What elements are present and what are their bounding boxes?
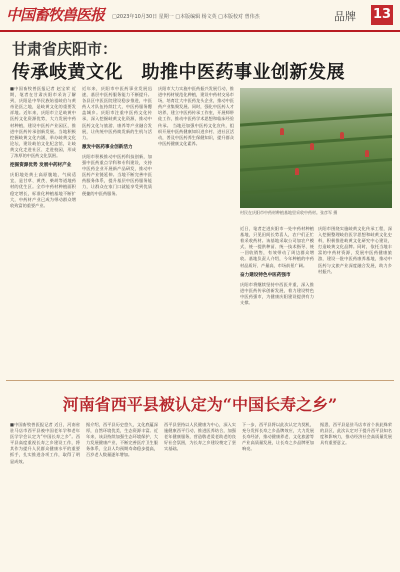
body-text: ■中国畜牧兽医报记者 近日，河南省驻马店市西平县被中国老年学和老年医学学会认定为“中国长寿之乡”。西平县高度重视长寿之乡建设工作，将其作为提升人民群众健康水平的重要抓手，扎实推进各项工作，取得了明显成效。 [10, 422, 80, 464]
body-text: 庆阳市围绕实施岐黄文化传承工程，深入挖掘整理岐伯医学思想和岐黄文化史料，积极推进岐黄文化研究中心建设，打造岐黄文化品牌。同时，依托当地丰富的中药材资源，发展中医药健康旅游，建设一批中医药康养基地，推动中医药与文旅产业深度融合发展，助力乡村振兴。 [318, 226, 392, 274]
body-text: 庆阳市大力实施中医药振兴发展行动，推进中药材规范化种植，建设中药材交易市场，培育壮大中医药龙头企业，推动中医药产业集聚发展。同时，强化中医药人才培养，建立中医药传承工作室，开展师带徒工作，推动中医药学术思想和临床经验传承。 [158, 86, 234, 128]
body-text: ■中国畜牧兽医报记者 赵宝荣 近期，笔者在甘肃庆阳市采访了解到，庆阳是中华民族始祖岐伯与黄帝论医之地，是岐黄文化的重要发祥地。近年来，庆阳市立足岐黄中医药文化资源优势，大力发展中药材种植，建设中医药产业园区，推进中医药传承创新发展。当地积极挖掘岐黄文化内涵，举办岐黄文化论坛，建设岐伯文化纪念馆，让岐黄文化走进社区、走进校园，形成了浓厚的中医药文化氛围。 [10, 86, 76, 159]
article1-column-3 [158, 86, 234, 376]
body-text: 下一步，西平县将以此次认定为契机，充分发挥长寿之乡品牌效应，大力发展长寿经济，推动健康养老、文化旅游等产业高质量发展，让长寿之乡品牌更加响亮。 [242, 422, 314, 452]
subheading: 挖掘资源优势 发展中药材产业 [10, 163, 72, 169]
article1-column-1 [10, 86, 76, 376]
article2-column-4 [242, 422, 314, 567]
body-text: 庆阳地处黄土高原腹地，气候适宜，是甘草、黄芪、柴胡等道地药材的优生区。全市中药材种植面积稳定增长，标准化种植基地不断扩大，中药材产业已成为带动群众增收致富的重要产业。 [10, 172, 76, 208]
body-text: 庆阳市积极推动中医药科技创新，加强中医药重点学科和专科建设，支持中医药企业开展新产品研发，推动中医药产业链延伸。当地不断完善中医药服务体系，提升基层中医药服务能力，让群众在家门口就能享受到优质便捷的中医药服务。 [82, 153, 152, 196]
body-text: 近日，笔者走进庆阳市一处中药材种植基地，只见田间长势喜人，农户们正忙着采收药材。该基地采取公司加农户模式，统一提供种苗、统一技术指导、统一回收销售，有效带动了周边群众增收。基地负责人介绍，今年种植的中药材品质好、产量高，市场前景广阔。 [240, 226, 314, 268]
article1-title-line2: 传承岐黄文化 助推中医药事业创新发展 [12, 62, 345, 83]
issue-info: □2023年10月30日 星期一 □本版编辑 杨文英 □本版校对 曾伟杰 [112, 14, 260, 20]
masthead [0, 0, 400, 32]
article1-column-2 [82, 86, 152, 376]
body-text: 近年来，庆阳市中医药事业发展迅速，基层中医药服务能力不断提升。各县区中医医院建设稳步推进，中医药人才队伍持续壮大，中医药服务覆盖城乡。庆阳市注重中医药文化传承，深入挖掘岐黄文化资源，推动中医药文化与旅游、康养等产业融合发展，让传统中医药焕发新的生机与活力。 [82, 86, 152, 140]
article2-column-2 [86, 422, 158, 567]
section-divider [6, 380, 394, 381]
page-number: 13 [371, 5, 393, 25]
newspaper-logo: 中国畜牧兽医报 [6, 6, 105, 24]
subheading: 奋力建设特色中医药强市 [240, 272, 291, 278]
section-name: 品牌 [334, 10, 356, 23]
article2-column-3 [164, 422, 236, 567]
article1-column-4 [240, 226, 314, 376]
subheading: 激发中医药事业创新活力 [82, 144, 133, 150]
herb-field-photo [240, 88, 392, 208]
article2-column-1 [10, 422, 80, 567]
article2-title: 河南省西平县被认定为“中国长寿之乡” [62, 395, 338, 414]
body-text: 西平县坚持以人民健康为中心，深入实施健康西平行动，推进医养结合，加强老年健康服务，营造敬老爱老助老的良好社会氛围，为长寿之乡建设奠定了坚实基础。 [164, 422, 236, 452]
body-text: 据介绍，西平县历史悠久，文化底蕴深厚，自然环境优美，生态资源丰富。近年来，该县持续加强生态环境保护，大力发展健康产业，不断完善医疗卫生服务体系，全县人均预期寿命稳步提高，百岁老人数量逐年增加。 [86, 422, 158, 458]
body-text: 据悉，西平县是驻马店市首个获此殊荣的县区，此次认定对于提升西平县知名度和影响力，推动经济社会高质量发展具有重要意义。 [320, 422, 392, 446]
article2-column-5 [320, 422, 392, 567]
article1-column-5 [318, 226, 392, 376]
body-text: 当地还加强中医药文化宣传，组织开展中医药健康知识进乡村、进社区活动，普及中医药养生保健知识，提升群众中医药健康文化素养。 [158, 122, 234, 146]
article1-title-line1: 甘肃省庆阳市： [12, 40, 118, 58]
photo-caption: 村民在庆阳市中药材种植基地里采收中药材。张彦军 摄 [240, 210, 338, 215]
body-text: 庆阳市将继续坚持中西医并重，深入推进中医药传承创新发展，着力建设特色中医药强市，为健康庆阳建设提供有力支撑。 [240, 281, 314, 306]
